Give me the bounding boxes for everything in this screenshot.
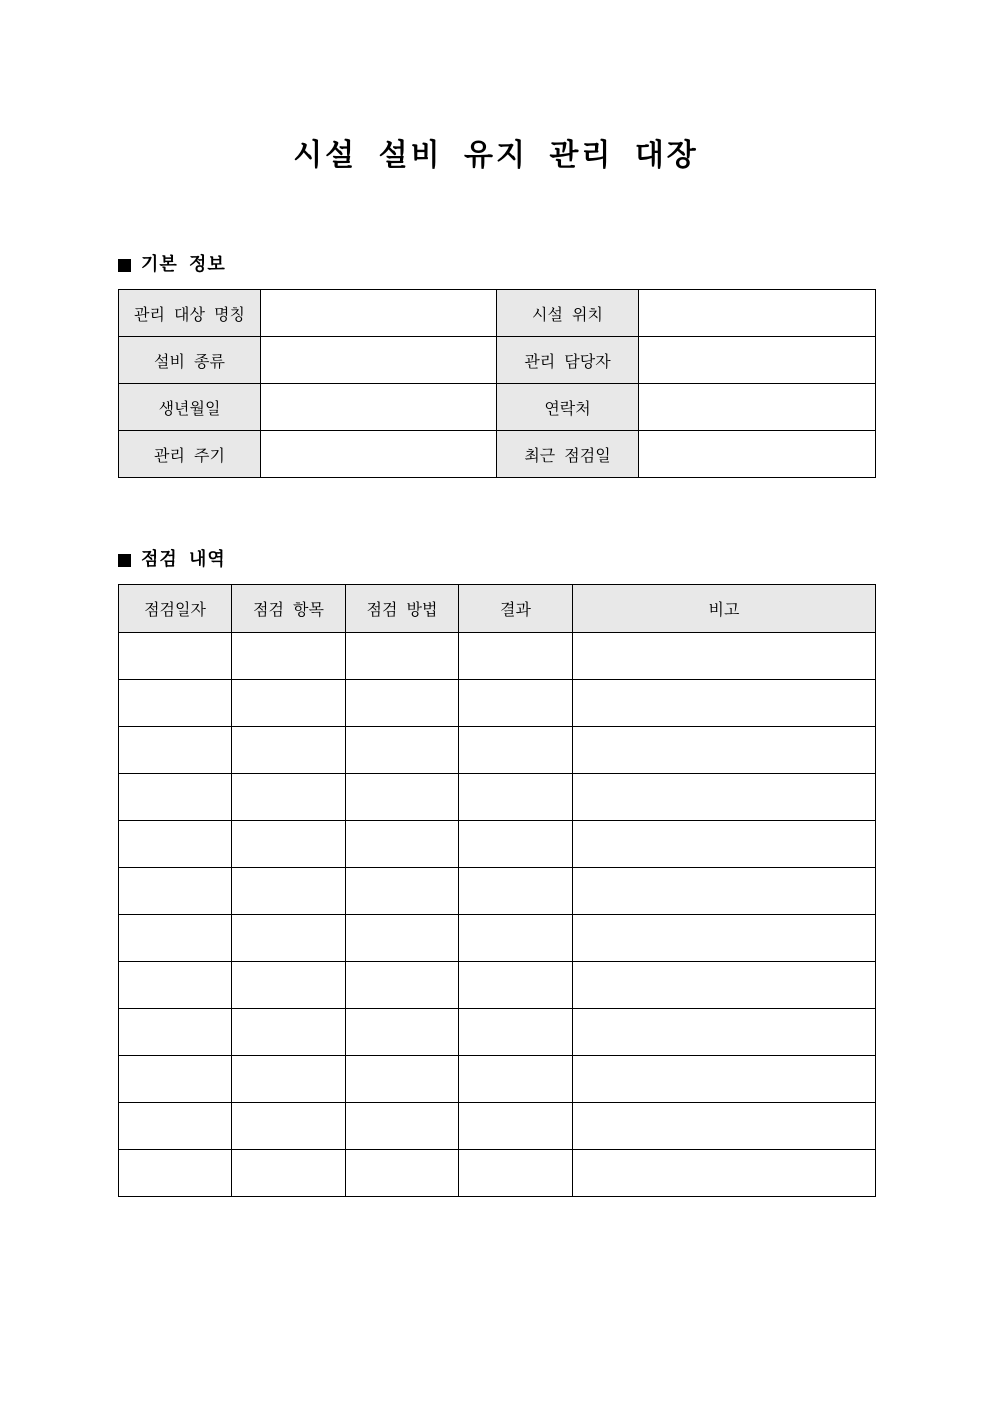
cell-item[interactable] [232, 633, 346, 680]
cell-method[interactable] [346, 680, 459, 727]
cell-result[interactable] [459, 821, 573, 868]
cell-date[interactable] [119, 915, 232, 962]
cell-date[interactable] [119, 821, 232, 868]
cell-method[interactable] [346, 1150, 459, 1197]
cell-result[interactable] [459, 774, 573, 821]
table-row [119, 774, 876, 821]
field-value[interactable] [261, 290, 497, 337]
field-label: 관리 담당자 [497, 337, 639, 384]
document-title: 시설 설비 유지 관리 대장 [293, 138, 699, 173]
cell-method[interactable] [346, 1103, 459, 1150]
cell-method[interactable] [346, 915, 459, 962]
cell-remarks[interactable] [573, 962, 876, 1009]
cell-method[interactable] [346, 727, 459, 774]
inspection-header-row [119, 585, 876, 633]
field-value[interactable] [261, 431, 497, 478]
cell-method[interactable] [346, 774, 459, 821]
field-value[interactable] [261, 337, 497, 384]
field-label: 시설 위치 [497, 290, 639, 337]
cell-date[interactable] [119, 1056, 232, 1103]
inspection-heading-text: 점검 내역 [141, 549, 226, 570]
basic-info-row [119, 384, 876, 431]
cell-result[interactable] [459, 1103, 573, 1150]
field-label: 관리 주기 [119, 431, 261, 478]
column-header-remarks: 비고 [573, 585, 876, 633]
cell-method[interactable] [346, 1009, 459, 1056]
cell-remarks[interactable] [573, 727, 876, 774]
field-label: 생년월일 [119, 384, 261, 431]
cell-method[interactable] [346, 821, 459, 868]
field-label: 연락처 [497, 384, 639, 431]
cell-date[interactable] [119, 774, 232, 821]
cell-item[interactable] [232, 868, 346, 915]
cell-remarks[interactable] [573, 633, 876, 680]
table-row [119, 1103, 876, 1150]
table-row [119, 962, 876, 1009]
inspection-heading [118, 548, 226, 572]
cell-method[interactable] [346, 633, 459, 680]
cell-date[interactable] [119, 868, 232, 915]
field-value[interactable] [261, 384, 497, 431]
cell-remarks[interactable] [573, 868, 876, 915]
cell-item[interactable] [232, 1150, 346, 1197]
basic-info-row [119, 290, 876, 337]
cell-result[interactable] [459, 868, 573, 915]
cell-item[interactable] [232, 1103, 346, 1150]
cell-result[interactable] [459, 727, 573, 774]
cell-remarks[interactable] [573, 1009, 876, 1056]
basic-info-heading-text: 기본 정보 [141, 254, 226, 275]
inspection-table [118, 584, 876, 1197]
cell-method[interactable] [346, 962, 459, 1009]
table-row [119, 821, 876, 868]
cell-item[interactable] [232, 962, 346, 1009]
cell-remarks[interactable] [573, 774, 876, 821]
table-row [119, 680, 876, 727]
cell-item[interactable] [232, 915, 346, 962]
cell-remarks[interactable] [573, 1056, 876, 1103]
table-row [119, 1056, 876, 1103]
field-value[interactable] [639, 384, 876, 431]
field-label: 설비 종류 [119, 337, 261, 384]
cell-date[interactable] [119, 727, 232, 774]
cell-item[interactable] [232, 1056, 346, 1103]
cell-item[interactable] [232, 680, 346, 727]
cell-result[interactable] [459, 915, 573, 962]
cell-method[interactable] [346, 1056, 459, 1103]
cell-remarks[interactable] [573, 915, 876, 962]
cell-date[interactable] [119, 680, 232, 727]
square-bullet-icon [118, 554, 131, 567]
cell-item[interactable] [232, 727, 346, 774]
cell-result[interactable] [459, 1056, 573, 1103]
table-row [119, 1009, 876, 1056]
table-row [119, 1150, 876, 1197]
cell-date[interactable] [119, 1009, 232, 1056]
table-row [119, 868, 876, 915]
basic-info-row [119, 431, 876, 478]
cell-date[interactable] [119, 633, 232, 680]
table-row [119, 727, 876, 774]
cell-remarks[interactable] [573, 1150, 876, 1197]
column-header-date: 점검일자 [119, 585, 232, 633]
cell-result[interactable] [459, 680, 573, 727]
table-row [119, 633, 876, 680]
field-value[interactable] [639, 290, 876, 337]
field-label: 최근 점검일 [497, 431, 639, 478]
cell-item[interactable] [232, 1009, 346, 1056]
field-label: 관리 대상 명칭 [119, 290, 261, 337]
field-value[interactable] [639, 431, 876, 478]
cell-result[interactable] [459, 962, 573, 1009]
cell-remarks[interactable] [573, 821, 876, 868]
basic-info-row [119, 337, 876, 384]
cell-method[interactable] [346, 868, 459, 915]
column-header-item: 점검 항목 [232, 585, 346, 633]
column-header-result: 결과 [459, 585, 573, 633]
field-value[interactable] [639, 337, 876, 384]
basic-info-table [118, 289, 876, 478]
cell-item[interactable] [232, 774, 346, 821]
cell-remarks[interactable] [573, 680, 876, 727]
cell-date[interactable] [119, 962, 232, 1009]
basic-info-heading [118, 253, 226, 277]
column-header-method: 점검 방법 [346, 585, 459, 633]
cell-date[interactable] [119, 1150, 232, 1197]
cell-result[interactable] [459, 633, 573, 680]
cell-result[interactable] [459, 1009, 573, 1056]
cell-remarks[interactable] [573, 1103, 876, 1150]
cell-result[interactable] [459, 1150, 573, 1197]
cell-date[interactable] [119, 1103, 232, 1150]
square-bullet-icon [118, 259, 131, 272]
table-row [119, 915, 876, 962]
cell-item[interactable] [232, 821, 346, 868]
